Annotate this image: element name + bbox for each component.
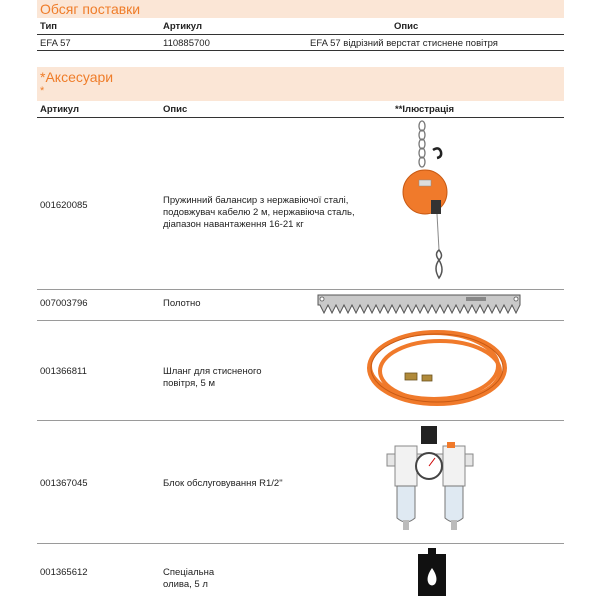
row-article: 001365612	[40, 567, 88, 578]
row-article: 007003796	[40, 298, 88, 309]
spring-balancer-icon	[395, 120, 465, 285]
scope-row-divider	[37, 50, 564, 51]
accessories-header-divider	[37, 117, 564, 118]
accessories-title: *Аксесуари	[40, 69, 114, 85]
row-divider	[37, 320, 564, 321]
scope-row-type: EFA 57	[40, 38, 71, 49]
scope-header-article: Артикул	[163, 21, 202, 32]
accessories-header-article: Артикул	[40, 104, 79, 115]
saw-blade-icon	[316, 293, 522, 315]
scope-row-description: EFA 57 відрізний верстат стиснене повітря	[310, 38, 498, 49]
scope-title: Обсяг поставки	[37, 0, 564, 18]
row-description: Полотно	[163, 298, 201, 309]
accessories-asterisk: *	[40, 85, 45, 97]
row-divider	[37, 289, 564, 290]
row-article: 001620085	[40, 200, 88, 211]
row-description: Блок обслуговування R1/2"	[163, 478, 283, 489]
oil-canister-icon	[414, 546, 450, 598]
scope-header-divider	[37, 34, 564, 35]
scope-header-type: Тип	[40, 21, 58, 32]
accessories-header-description: Опис	[163, 104, 188, 115]
air-hose-icon	[362, 323, 512, 418]
accessories-header-illustration: **Ілюстрація	[395, 104, 455, 115]
row-description: Спеціальна олива, 5 л	[163, 567, 215, 590]
accessories-title-band	[37, 67, 564, 101]
row-divider	[37, 543, 564, 544]
service-unit-icon	[385, 424, 475, 540]
row-article: 001367045	[40, 478, 88, 489]
row-article: 001366811	[40, 366, 87, 377]
row-description: Пружинний балансир з нержавіючої сталі, подовжувач кабелю 2 м, нержавіюча сталь, діапазон навантаження 16-21 кг	[163, 195, 355, 230]
row-divider	[37, 420, 564, 421]
row-description: Шланг для стисненого повітря, 5 м	[163, 366, 262, 389]
scope-header-description: Опис	[394, 21, 419, 32]
scope-row-article: 110885700	[163, 38, 210, 49]
